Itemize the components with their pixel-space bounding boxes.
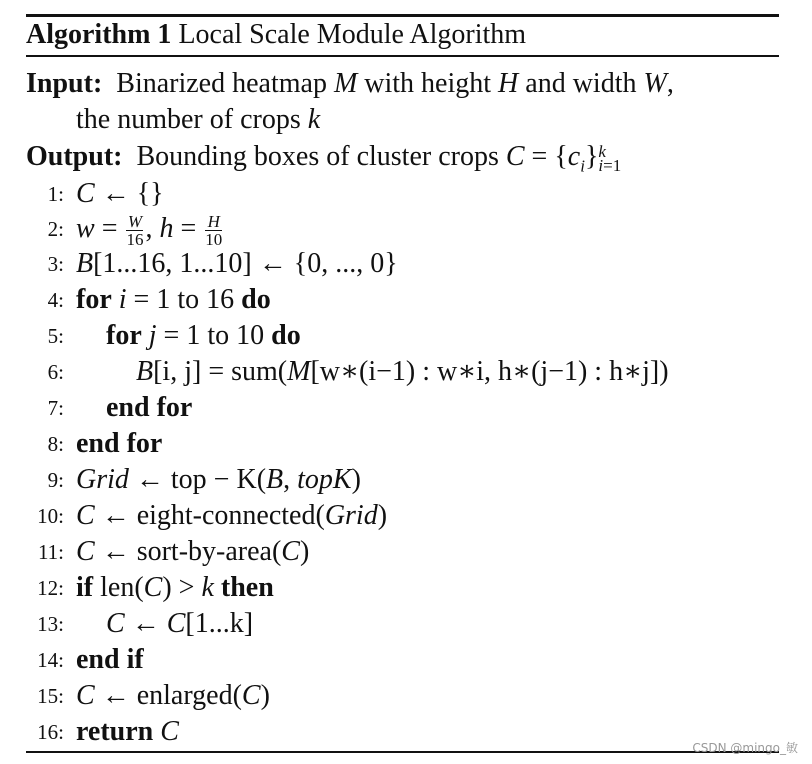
algorithm-title	[26, 17, 526, 53]
watermark: CSDN @mingo_敏	[692, 741, 798, 755]
algorithm-name: Local Scale Module Algorithm	[178, 19, 527, 50]
output-line: Output: Bounding boxes of cluster crops $C = \{c_i\}$ k i=1	[26, 141, 622, 176]
input-label: Input:	[26, 68, 103, 99]
title-rule	[26, 55, 779, 57]
input-line: Input: Binarized heatmap M with height H and width W,	[26, 68, 674, 99]
algorithm-label: Algorithm 1	[26, 19, 172, 50]
output-label: Output:	[26, 141, 123, 172]
input-line-2: the number of crops k	[76, 104, 321, 135]
bottom-rule	[26, 751, 779, 753]
